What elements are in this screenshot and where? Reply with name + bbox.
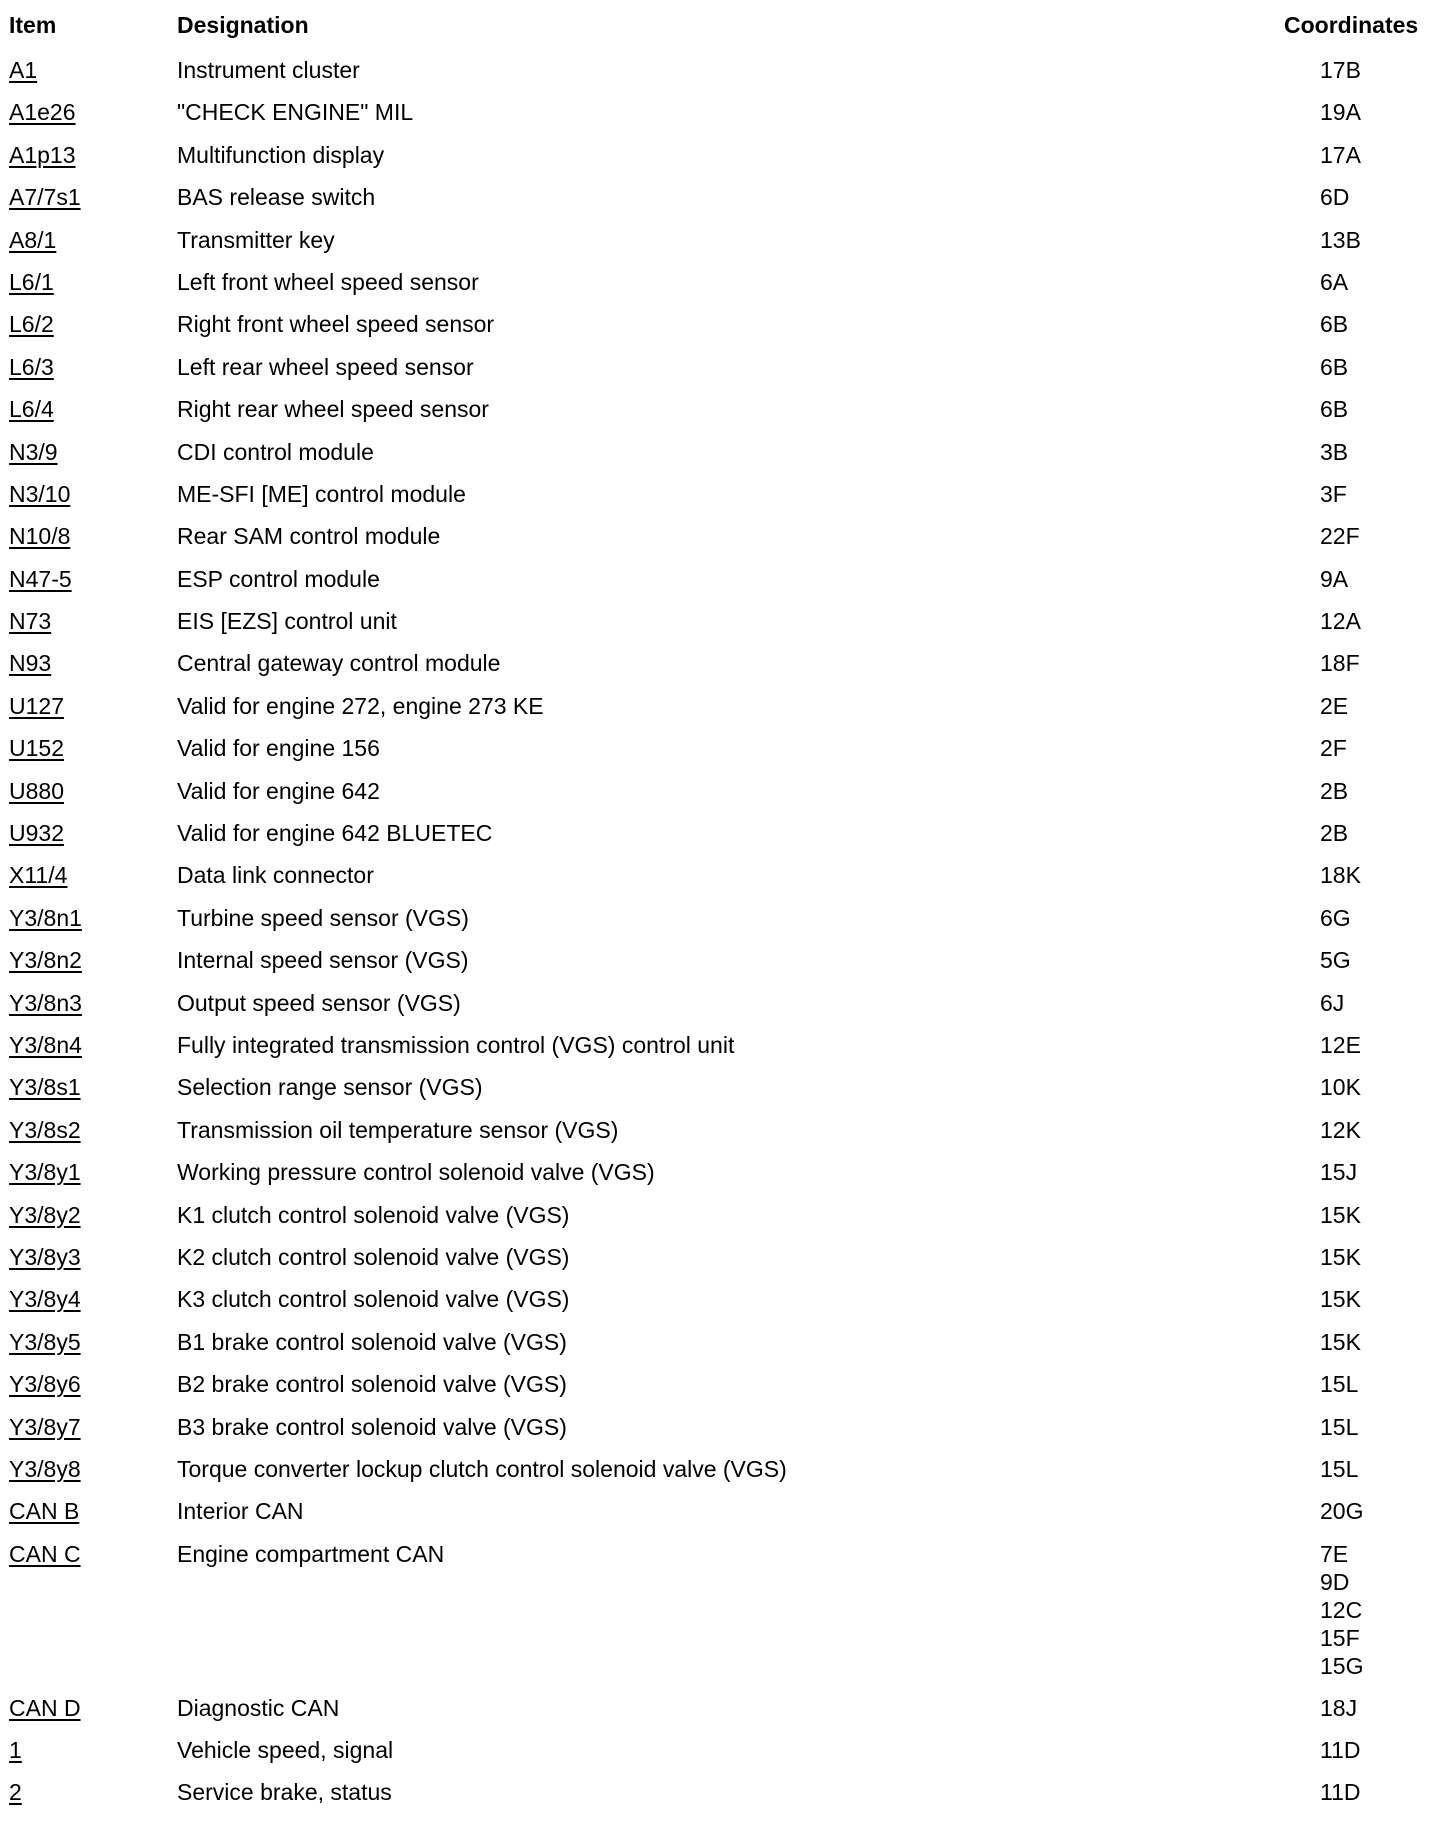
designation-text: CDI control module <box>177 438 374 465</box>
item-link[interactable]: L6/1 <box>9 268 54 295</box>
designation-text: BAS release switch <box>177 184 376 211</box>
table-row <box>0 770 1440 812</box>
designation-text: B3 brake control solenoid valve (VGS) <box>177 1413 567 1440</box>
designation-text: Internal speed sensor (VGS) <box>177 947 469 974</box>
coordinate-value: 6B <box>1320 311 1349 338</box>
coordinates-cell <box>1320 982 1344 1024</box>
item-link[interactable]: U880 <box>9 777 64 804</box>
table-row <box>0 685 1440 727</box>
item-link[interactable]: 2 <box>9 1779 22 1806</box>
designation-text: B2 brake control solenoid valve (VGS) <box>177 1371 567 1398</box>
coordinates-cell <box>1320 1236 1361 1278</box>
table-row <box>0 1363 1440 1405</box>
item-link[interactable]: N73 <box>9 608 52 635</box>
item-link[interactable]: A1 <box>9 57 38 83</box>
coordinate-value: 13B <box>1320 226 1361 253</box>
coordinate-value: 15L <box>1320 1413 1359 1440</box>
table-row <box>0 1490 1440 1532</box>
designation-text: Engine compartment CAN <box>177 1540 445 1567</box>
designation-text: Output speed sensor (VGS) <box>177 989 461 1016</box>
coordinates-cell <box>1320 219 1361 261</box>
item-link[interactable]: L6/3 <box>9 353 54 380</box>
table-row <box>0 388 1440 430</box>
item-link[interactable]: CAN D <box>9 1694 81 1721</box>
designation-text: Valid for engine 156 <box>177 735 380 762</box>
coordinates-cell <box>1320 346 1348 388</box>
coordinate-value: 10K <box>1320 1074 1361 1101</box>
coordinates-cell <box>1320 1490 1363 1532</box>
designation-text: B1 brake control solenoid valve (VGS) <box>177 1328 567 1355</box>
coordinates-cell <box>1320 1540 1363 1680</box>
coordinate-value: 18K <box>1320 862 1361 889</box>
table-row <box>0 642 1440 684</box>
item-link[interactable]: N3/9 <box>9 438 58 465</box>
table-row <box>0 1278 1440 1320</box>
coordinates-cell <box>1320 1729 1361 1771</box>
coordinate-value: 6B <box>1320 353 1349 380</box>
item-link[interactable]: Y3/8y5 <box>9 1328 81 1355</box>
item-link[interactable]: Y3/8y2 <box>9 1201 81 1228</box>
coordinate-value: 7E <box>1320 1540 1349 1567</box>
coordinate-value: 17A <box>1320 141 1361 168</box>
coordinate-value: 6B <box>1320 396 1349 423</box>
header-coordinates: Coordinates <box>1284 12 1419 38</box>
table-row <box>0 1533 1440 1687</box>
item-link[interactable]: Y3/8n4 <box>9 1031 82 1058</box>
item-link[interactable]: Y3/8y8 <box>9 1455 81 1482</box>
item-link[interactable]: Y3/8s1 <box>9 1074 81 1101</box>
designation-text: K2 clutch control solenoid valve (VGS) <box>177 1243 570 1270</box>
coordinate-value: 6G <box>1320 904 1351 931</box>
coordinates-cell <box>1320 939 1351 981</box>
table-row <box>0 1729 1440 1771</box>
designation-text: Vehicle speed, signal <box>177 1737 394 1764</box>
table-row <box>0 1321 1440 1363</box>
coordinate-value: 15J <box>1320 1159 1358 1186</box>
table-row <box>0 1448 1440 1490</box>
coordinates-cell <box>1320 558 1348 600</box>
table-row <box>0 49 1440 91</box>
table-row <box>0 91 1440 133</box>
coordinate-value: 15L <box>1320 1371 1359 1398</box>
item-link[interactable]: Y3/8y3 <box>9 1243 81 1270</box>
coordinate-value: 19A <box>1320 99 1361 126</box>
coordinate-value: 12E <box>1320 1031 1361 1058</box>
table-row <box>0 939 1440 981</box>
coordinate-value: 15K <box>1320 1243 1361 1270</box>
coordinate-value: 15L <box>1320 1455 1359 1482</box>
designation-text: Turbine speed sensor (VGS) <box>177 904 469 931</box>
table-row <box>0 431 1440 473</box>
coordinates-cell <box>1320 515 1360 557</box>
table-row <box>0 812 1440 854</box>
designation-text: Valid for engine 642 <box>177 777 380 804</box>
coordinates-cell <box>1320 1194 1361 1236</box>
table-row <box>0 134 1440 176</box>
coordinates-cell <box>1320 1687 1357 1729</box>
table-row <box>0 1194 1440 1236</box>
coordinate-value: 12A <box>1320 608 1361 635</box>
table-row <box>0 727 1440 769</box>
coordinate-value: 18F <box>1320 650 1360 677</box>
coordinates-cell <box>1320 1024 1361 1066</box>
item-link[interactable]: U127 <box>9 692 64 719</box>
table-row <box>0 897 1440 939</box>
designation-text: Service brake, status <box>177 1779 392 1806</box>
coordinates-cell <box>1320 134 1361 176</box>
table-header <box>0 12 1440 42</box>
coordinate-value: 6A <box>1320 268 1349 295</box>
designation-text: Valid for engine 272, engine 273 KE <box>177 692 544 719</box>
coordinate-value: 20G <box>1320 1498 1364 1525</box>
designation-text: Valid for engine 642 BLUETEC <box>177 820 493 847</box>
coordinates-cell <box>1320 303 1348 345</box>
table-row <box>0 473 1440 515</box>
designation-text: Rear SAM control module <box>177 523 441 550</box>
item-link[interactable]: Y3/8y7 <box>9 1413 81 1440</box>
designation-text: Diagnostic CAN <box>177 1694 340 1721</box>
item-link[interactable]: A8/1 <box>9 226 57 253</box>
table-row <box>0 219 1440 261</box>
item-link[interactable]: N47-5 <box>9 565 72 592</box>
table-row <box>0 346 1440 388</box>
coordinates-cell <box>1320 473 1347 515</box>
item-link[interactable]: X11/4 <box>9 862 68 889</box>
item-link[interactable]: Y3/8s2 <box>9 1116 81 1143</box>
item-link[interactable]: CAN C <box>9 1540 81 1567</box>
designation-text: K1 clutch control solenoid valve (VGS) <box>177 1201 570 1228</box>
designation-text: Interior CAN <box>177 1498 304 1525</box>
coordinates-cell <box>1320 812 1348 854</box>
table-row <box>0 1687 1440 1729</box>
coordinates-cell <box>1320 897 1351 939</box>
coordinates-cell <box>1320 1448 1358 1490</box>
coordinates-cell <box>1320 727 1347 769</box>
coordinate-value: 11D <box>1320 1737 1361 1764</box>
coordinate-value: 6D <box>1320 184 1350 211</box>
coordinates-cell <box>1320 91 1361 133</box>
designation-text: ME-SFI [ME] control module <box>177 480 466 507</box>
designation-text: Right front wheel speed sensor <box>177 311 495 338</box>
coordinate-value: 18J <box>1320 1694 1358 1721</box>
coordinate-value: 11D <box>1320 1779 1361 1806</box>
coordinates-cell <box>1320 431 1348 473</box>
coordinate-value: 15K <box>1320 1201 1361 1228</box>
designation-text: Central gateway control module <box>177 650 501 677</box>
table-row <box>0 515 1440 557</box>
designation-text: Selection range sensor (VGS) <box>177 1074 483 1101</box>
table-row <box>0 558 1440 600</box>
designation-text: Data link connector <box>177 862 374 889</box>
designation-text: ESP control module <box>177 565 380 592</box>
designation-text: Right rear wheel speed sensor <box>177 396 489 423</box>
coordinates-cell <box>1320 1406 1358 1448</box>
item-link[interactable]: L6/2 <box>9 311 54 338</box>
item-link[interactable]: N10/8 <box>9 523 71 550</box>
coordinates-cell <box>1320 685 1348 727</box>
item-link[interactable]: U152 <box>9 735 64 762</box>
coordinates-cell <box>1320 49 1361 91</box>
coordinate-value: 2B <box>1320 777 1349 804</box>
item-link[interactable]: Y3/8n2 <box>9 947 82 974</box>
coordinate-value: 9D <box>1320 1568 1350 1595</box>
coordinate-value: 17B <box>1320 57 1361 83</box>
item-link[interactable]: Y3/8y1 <box>9 1159 81 1186</box>
item-link[interactable]: Y3/8y6 <box>9 1371 81 1398</box>
designation-text: Fully integrated transmission control (VGS) control unit <box>177 1031 735 1058</box>
item-link[interactable]: A1p13 <box>9 141 76 168</box>
coordinates-cell <box>1320 1321 1361 1363</box>
table-row <box>0 1771 1440 1813</box>
coordinates-cell <box>1320 1066 1361 1108</box>
item-link[interactable]: A1e26 <box>9 99 76 126</box>
table-row <box>0 1066 1440 1108</box>
coordinates-cell <box>1320 1151 1357 1193</box>
designation-text: Transmitter key <box>177 226 335 253</box>
coordinate-value: 15K <box>1320 1328 1361 1355</box>
coordinate-value: 15F <box>1320 1624 1360 1651</box>
item-link[interactable]: 1 <box>9 1737 22 1764</box>
designation-text: EIS [EZS] control unit <box>177 608 397 635</box>
coordinate-value: 3B <box>1320 438 1349 465</box>
table-row <box>0 1151 1440 1193</box>
coordinates-cell <box>1320 642 1360 684</box>
header-designation: Designation <box>177 12 309 38</box>
coordinates-cell <box>1320 600 1361 642</box>
item-link[interactable]: L6/4 <box>9 396 54 423</box>
designation-text: Multifunction display <box>177 141 385 168</box>
table-row <box>0 854 1440 896</box>
table-row <box>0 176 1440 218</box>
item-link[interactable]: Y3/8y4 <box>9 1286 81 1313</box>
coordinates-cell <box>1320 1363 1358 1405</box>
designation-text: Torque converter lockup clutch control solenoid valve (VGS) <box>177 1455 787 1482</box>
designation-text: K3 clutch control solenoid valve (VGS) <box>177 1286 570 1313</box>
designation-text: "CHECK ENGINE" MIL <box>177 99 414 126</box>
header-item: Item <box>9 12 57 38</box>
table-row <box>0 1236 1440 1278</box>
coordinate-value: 15G <box>1320 1652 1364 1679</box>
item-link[interactable]: CAN B <box>9 1498 80 1525</box>
coordinates-cell <box>1320 261 1348 303</box>
coordinate-value: 2F <box>1320 735 1347 762</box>
table-row <box>0 1024 1440 1066</box>
table-row <box>0 600 1440 642</box>
coordinate-value: 5G <box>1320 947 1351 974</box>
coordinate-value: 2E <box>1320 692 1349 719</box>
item-link[interactable]: N93 <box>9 650 52 677</box>
item-link[interactable]: U932 <box>9 820 64 847</box>
designation-text: Left front wheel speed sensor <box>177 268 479 295</box>
coordinates-cell <box>1320 1278 1361 1320</box>
table-row <box>0 303 1440 345</box>
coordinates-cell <box>1320 388 1348 430</box>
designation-text: Transmission oil temperature sensor (VGS) <box>177 1116 619 1143</box>
table-row <box>0 1406 1440 1448</box>
item-link[interactable]: Y3/8n3 <box>9 989 82 1016</box>
coordinates-cell <box>1320 176 1349 218</box>
coordinate-value: 3F <box>1320 480 1347 507</box>
coordinates-cell <box>1320 854 1361 896</box>
designation-text: Working pressure control solenoid valve (VGS) <box>177 1159 655 1186</box>
coordinate-value: 22F <box>1320 523 1360 550</box>
component-table <box>0 49 1440 1814</box>
item-link[interactable]: N3/10 <box>9 480 71 507</box>
designation-text: Left rear wheel speed sensor <box>177 353 474 380</box>
coordinate-value: 12K <box>1320 1116 1361 1143</box>
coordinate-value: 2B <box>1320 820 1349 847</box>
coordinate-value: 12C <box>1320 1596 1363 1623</box>
coordinates-cell <box>1320 1109 1361 1151</box>
coordinate-value: 9A <box>1320 565 1349 592</box>
designation-text: Instrument cluster <box>177 57 360 83</box>
item-link[interactable]: Y3/8n1 <box>9 904 82 931</box>
table-row <box>0 1109 1440 1151</box>
coordinates-cell <box>1320 770 1348 812</box>
coordinate-value: 6J <box>1320 989 1345 1016</box>
item-link[interactable]: A7/7s1 <box>9 184 81 211</box>
table-row <box>0 982 1440 1024</box>
coordinates-cell <box>1320 1771 1361 1813</box>
coordinate-value: 15K <box>1320 1286 1361 1313</box>
table-row <box>0 261 1440 303</box>
